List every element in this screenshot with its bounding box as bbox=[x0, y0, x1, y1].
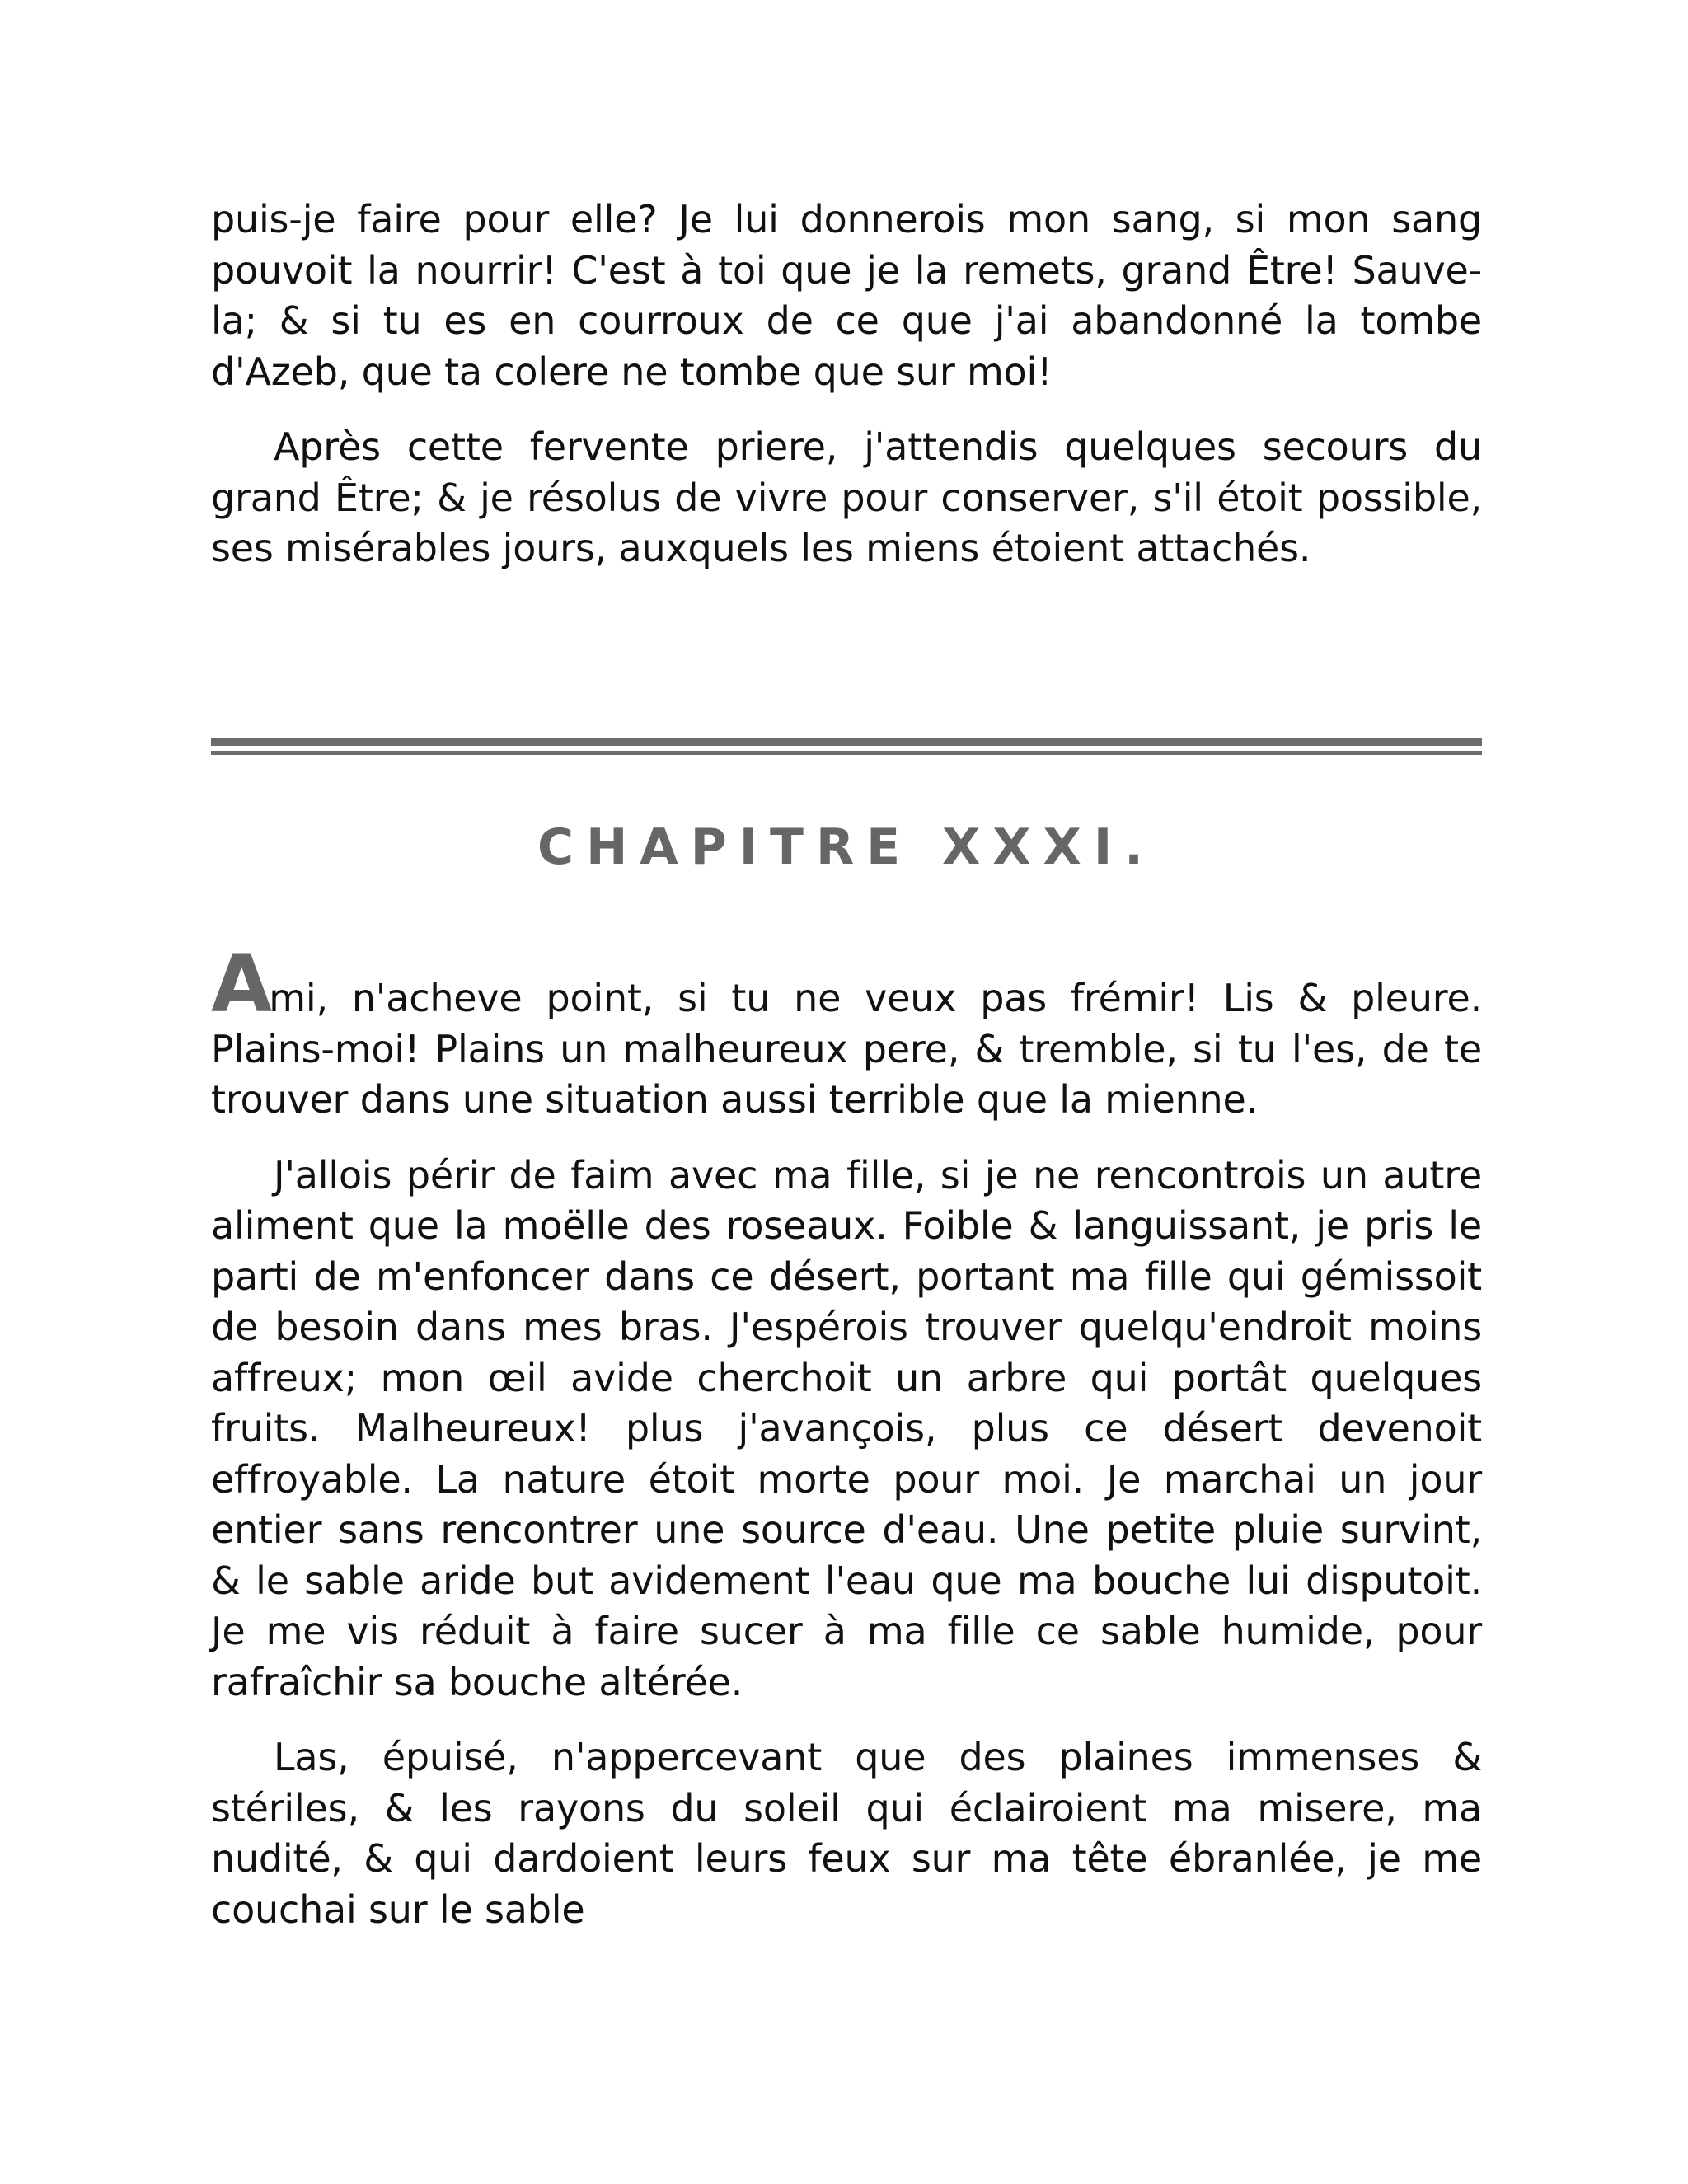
continued-paragraph: puis-je faire pour elle? Je lui donnerois mon sang, si mon sang pouvoit la nourrir! C'est à toi que je la remets, grand Être! Sauve-la; & si tu es en courroux de ce que j'ai abandonné la tombe d'Azeb, que ta colere ne tombe que sur moi! bbox=[211, 197, 1482, 394]
chapter-opening-paragraph bbox=[211, 938, 1482, 1126]
famine-paragraph: J'allois périr de faim avec ma fille, si je ne rencontrois un autre aliment que la moëlle des roseaux. Foible & languissant, je pris le parti de m'enfoncer dans ce désert, portant ma fille qui gémissoit de besoin dans mes bras. J'espérois trouver quelqu'endroit moins affreux; mon œil avide cherchoit un arbre qui portât quelques fruits. Malheureux! plus j'avançois, plus ce désert devenoit effroyable. La nature étoit morte pour moi. Je marchai un jour entier sans rencontrer une source d'eau. Une petite pluie survint, & le sable aride but avidement l'eau que ma bouche lui disputoit. Je me vis réduit à faire sucer à ma fille ce sable humide, pour rafraîchir sa bouche altérée. bbox=[211, 1152, 1482, 1704]
exhaustion-paragraph: Las, épuisé, n'appercevant que des plaines immenses & stériles, & les rayons du soleil qui éclairoient ma misere, ma nudité, & qui dardoient leurs feux sur ma tête ébranlée, je me couchai sur le sable bbox=[211, 1735, 1482, 1932]
chapter-body bbox=[211, 938, 1482, 1935]
drop-cap-letter: A bbox=[211, 938, 270, 1030]
prayer-paragraph: Après cette fervente priere, j'attendis quelques secours du grand Être; & je résolus de vivre pour conserver, s'il étoit possible, ses misérables jours, auxquels les miens étoient attachés. bbox=[211, 424, 1482, 570]
opening-paragraph-text: mi, n'acheve point, si tu ne veux pas frémir! Lis & pleure. Plains-moi! Plains un malheureux pere, & tremble, si tu l'es, de te trouver dans une situation aussi terrible que la mienne. bbox=[211, 976, 1482, 1122]
divider-thick-rule bbox=[211, 738, 1482, 746]
top-text-block bbox=[211, 194, 1482, 574]
chapter-divider bbox=[211, 738, 1482, 755]
chapter-title: CHAPITRE XXXI. bbox=[537, 818, 1156, 876]
divider-thin-rule bbox=[211, 751, 1482, 755]
